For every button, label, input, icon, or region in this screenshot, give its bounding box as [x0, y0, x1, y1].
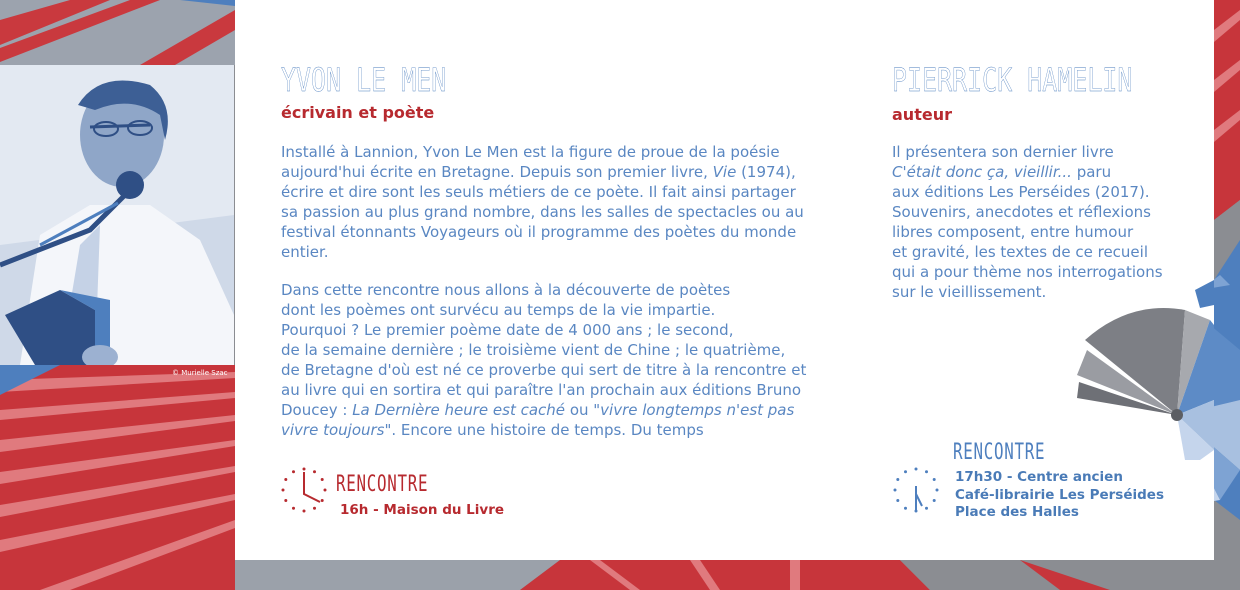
bottom-strip-fans	[235, 560, 1214, 590]
right-author-name: PIERRICK HAMELIN	[892, 61, 1133, 99]
left-event-label: RENCONTRE	[336, 472, 429, 497]
left-event-info	[340, 502, 504, 520]
left-author-bio	[281, 142, 861, 262]
right-event-address: Place des Halles	[955, 504, 1079, 520]
right-author-description	[892, 142, 1182, 302]
right-event-time: 17h30 - Centre ancien	[955, 469, 1123, 485]
left-event-time-place: 16h - Maison du Livre	[340, 502, 505, 518]
portrait-illustration	[0, 65, 234, 365]
right-event-venue: Café-librairie Les Perséides	[955, 486, 1164, 503]
left-author-role: écrivain et poète	[281, 103, 435, 122]
right-author-role: auteur	[892, 105, 952, 124]
left-event-description	[281, 280, 861, 440]
bottom-left-fan	[0, 365, 235, 590]
clock-icon	[892, 466, 940, 514]
card-fan-overlay	[1075, 280, 1214, 460]
right-event-info	[955, 469, 1164, 522]
photo-credit: © Murielle Szac	[172, 369, 228, 377]
right-event-label: RENCONTRE	[953, 440, 1046, 465]
right-paragraph: Il présentera son dernier livre C'était donc ça, vieillir... paru aux éditions Les Perséides (2017). Souvenirs, anecdotes et réflexions libres composent, entre humour et gravité, les textes de ce recueil qui a pour thème nos interrogations sur le vieillissement.	[892, 143, 1163, 301]
left-author-name: YVON LE MEN	[281, 61, 447, 99]
clock-icon	[280, 466, 328, 514]
bio-paragraph-2: Dans cette rencontre nous allons à la découverte de poètes dont les poèmes ont survécu au temps de la vie impartie. Pourquoi ? Le premier poème date de 4 000 ans ; le second, de la semaine dernière ; le troisième vient de Chine ; le quatrième, de Bretagne d'où est né ce proverbe qui sert de titre à la rencontre et au livre qui en sortira et qui paraître l'an prochain aux éditions Bruno Doucey : La Dernière heure est caché ou "vivre longtemps n'est pas vivre toujours". Encore une histoire de temps. Du temps	[281, 281, 807, 439]
bio-paragraph-1: Installé à Lannion, Yvon Le Men est la figure de proue de la poésie aujourd'hui écrite en Bretagne. Depuis son premier livre, Vie (1974), écrire et dire sont les seuls métiers de ce poète. Il fait ainsi partager sa passion au plus grand nombre, dans les salles de spectacles ou au festival étonnants Voyageurs où il programme des poètes du monde entier.	[281, 143, 804, 261]
author-photo	[0, 65, 234, 365]
top-left-fan	[0, 0, 235, 65]
